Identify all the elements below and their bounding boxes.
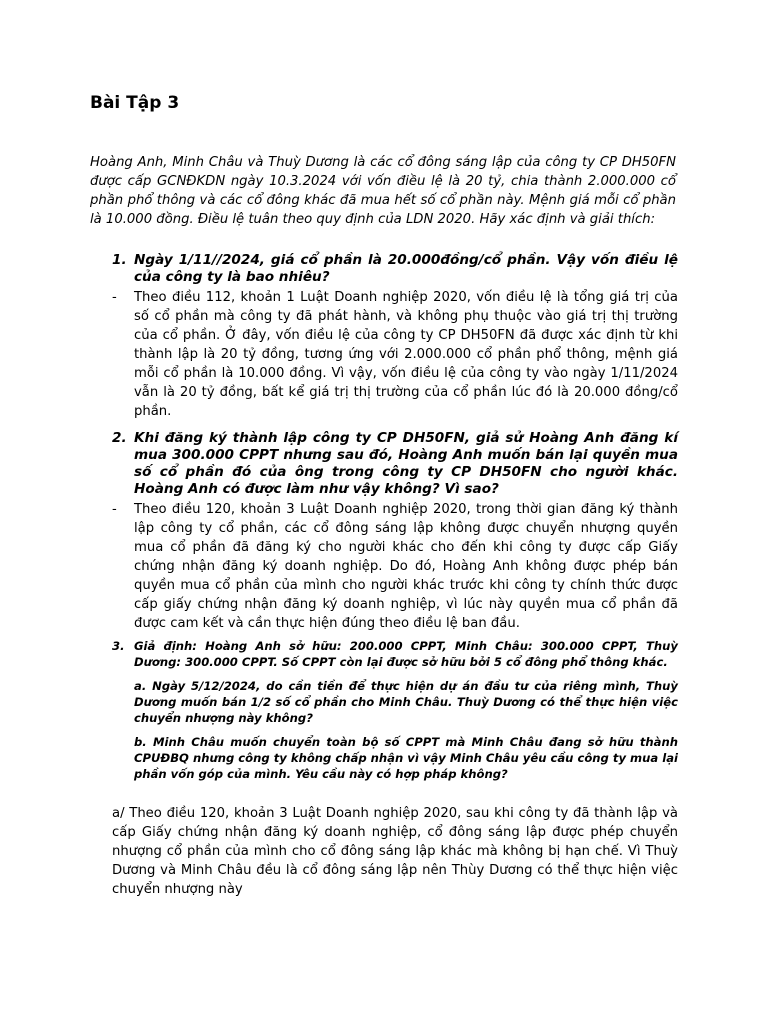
final-answer: a/ Theo điều 120, khoản 3 Luật Doanh nghiệp 2020, sau khi công ty đã thành lập và cấp Giấy chứng nhận đăng ký doanh nghiệp, cổ đông sáng lập được phép chuyển nhượng cổ phần của mình cho cổ đông sáng lập khác mà không bị hạn chế. Vì Thuỳ Dương và Minh Châu đều là cổ đông sáng lập nên Thùy Dương có thể thực hiện việc chuyển nhượng này <box>112 806 678 897</box>
question-1 <box>112 252 678 421</box>
question-2 <box>112 430 678 633</box>
question-2-number: 2. <box>112 430 127 446</box>
question-3-text: Giả định: Hoàng Anh sở hữu: 200.000 CPPT, Minh Châu: 300.000 CPPT, Thuỳ Dương: 300.000 CPPT. Số CPPT còn lại được sở hữu bởi 5 cổ đông phổ thông khác. <box>134 639 678 669</box>
answer-1 <box>112 288 678 421</box>
question-3-sub-a: a. Ngày 5/12/2024, do cần tiền để thực hiện dự án đầu tư của riêng mình, Thuỳ Dương muốn bán 1/2 số cổ phần cho Minh Châu. Thuỳ Dương có thể thực hiện việc chuyển nhượng này không? <box>134 679 678 725</box>
intro-paragraph: Hoàng Anh, Minh Châu và Thuỳ Dương là các cổ đông sáng lập của công ty CP DH50FN được cấp GCNĐKDN ngày 10.3.2024 với vốn điều lệ là 20 tỷ, chia thành 2.000.000 cổ phần phổ thông và các cổ đông khác đã mua hết số cổ phần này. Mệnh giá mỗi cổ phần là 10.000 đồng. Điều lệ tuân theo quy định của LDN 2020. Hãy xác định và giải thích: <box>90 155 676 227</box>
question-1-text: Ngày 1/11//2024, giá cổ phần là 20.000đồng/cổ phần. Vậy vốn điều lệ của công ty là bao nhiêu? <box>134 252 678 285</box>
answer-2 <box>112 500 678 633</box>
answer-1-text: Theo điều 112, khoản 1 Luật Doanh nghiệp 2020, vốn điều lệ là tổng giá trị của số cổ phần mà công ty đã phát hành, và không phụ thuộc vào giá trị thị trường của cổ phần. Ở đây, vốn điều lệ của công ty CP DH50FN đã được xác định từ khi thành lập là 20 tỷ đồng, tương ứng với 2.000.000 cổ phần phổ thông, mệnh giá mỗi cổ phần là 10.000 đồng. Vì vậy, vốn điều lệ của công ty vào ngày 1/11/2024 vẫn là 20 tỷ đồng, bất kể giá trị thị trường của cổ phần lúc đó là 20.000 đồng/cổ phần. <box>134 290 678 419</box>
bullet-dash: - <box>112 290 117 305</box>
document-title: Bài Tập 3 <box>90 93 180 113</box>
question-3 <box>112 638 678 782</box>
question-3-sub-b: b. Minh Châu muốn chuyển toàn bộ số CPPT mà Minh Châu đang sở hữu thành CPUĐBQ nhưng công ty không chấp nhận vì vậy Minh Châu yêu cầu công ty mua lại phần vốn góp của mình. Yêu cầu này có hợp pháp không? <box>134 735 678 781</box>
question-2-text: Khi đăng ký thành lập công ty CP DH50FN, giả sử Hoàng Anh đăng kí mua 300.000 CPPT nhưng sau đó, Hoàng Anh muốn bán lại quyền mua số cổ phần đó của ông trong công ty CP DH50FN cho người khác. Hoàng Anh có được làm như vậy không? Vì sao? <box>134 430 678 497</box>
question-1-number: 1. <box>112 252 127 268</box>
bullet-dash: - <box>112 502 117 517</box>
answer-2-text: Theo điều 120, khoản 3 Luật Doanh nghiệp 2020, trong thời gian đăng ký thành lập công ty cổ phần, các cổ đông sáng lập không được chuyển nhượng quyền mua cổ phần đã đăng ký cho người khác cho đến khi công ty được cấp Giấy chứng nhận đăng ký doanh nghiệp. Do đó, Hoàng Anh không được phép bán quyền mua cổ phần của mình cho người khác trước khi công ty chính thức được cấp giấy chứng nhận đăng ký doanh nghiệp, vì lúc này quyền mua cổ phần đã được cam kết và cần thực hiện đúng theo điều lệ ban đầu. <box>134 502 678 631</box>
question-3-number: 3. <box>112 639 125 653</box>
